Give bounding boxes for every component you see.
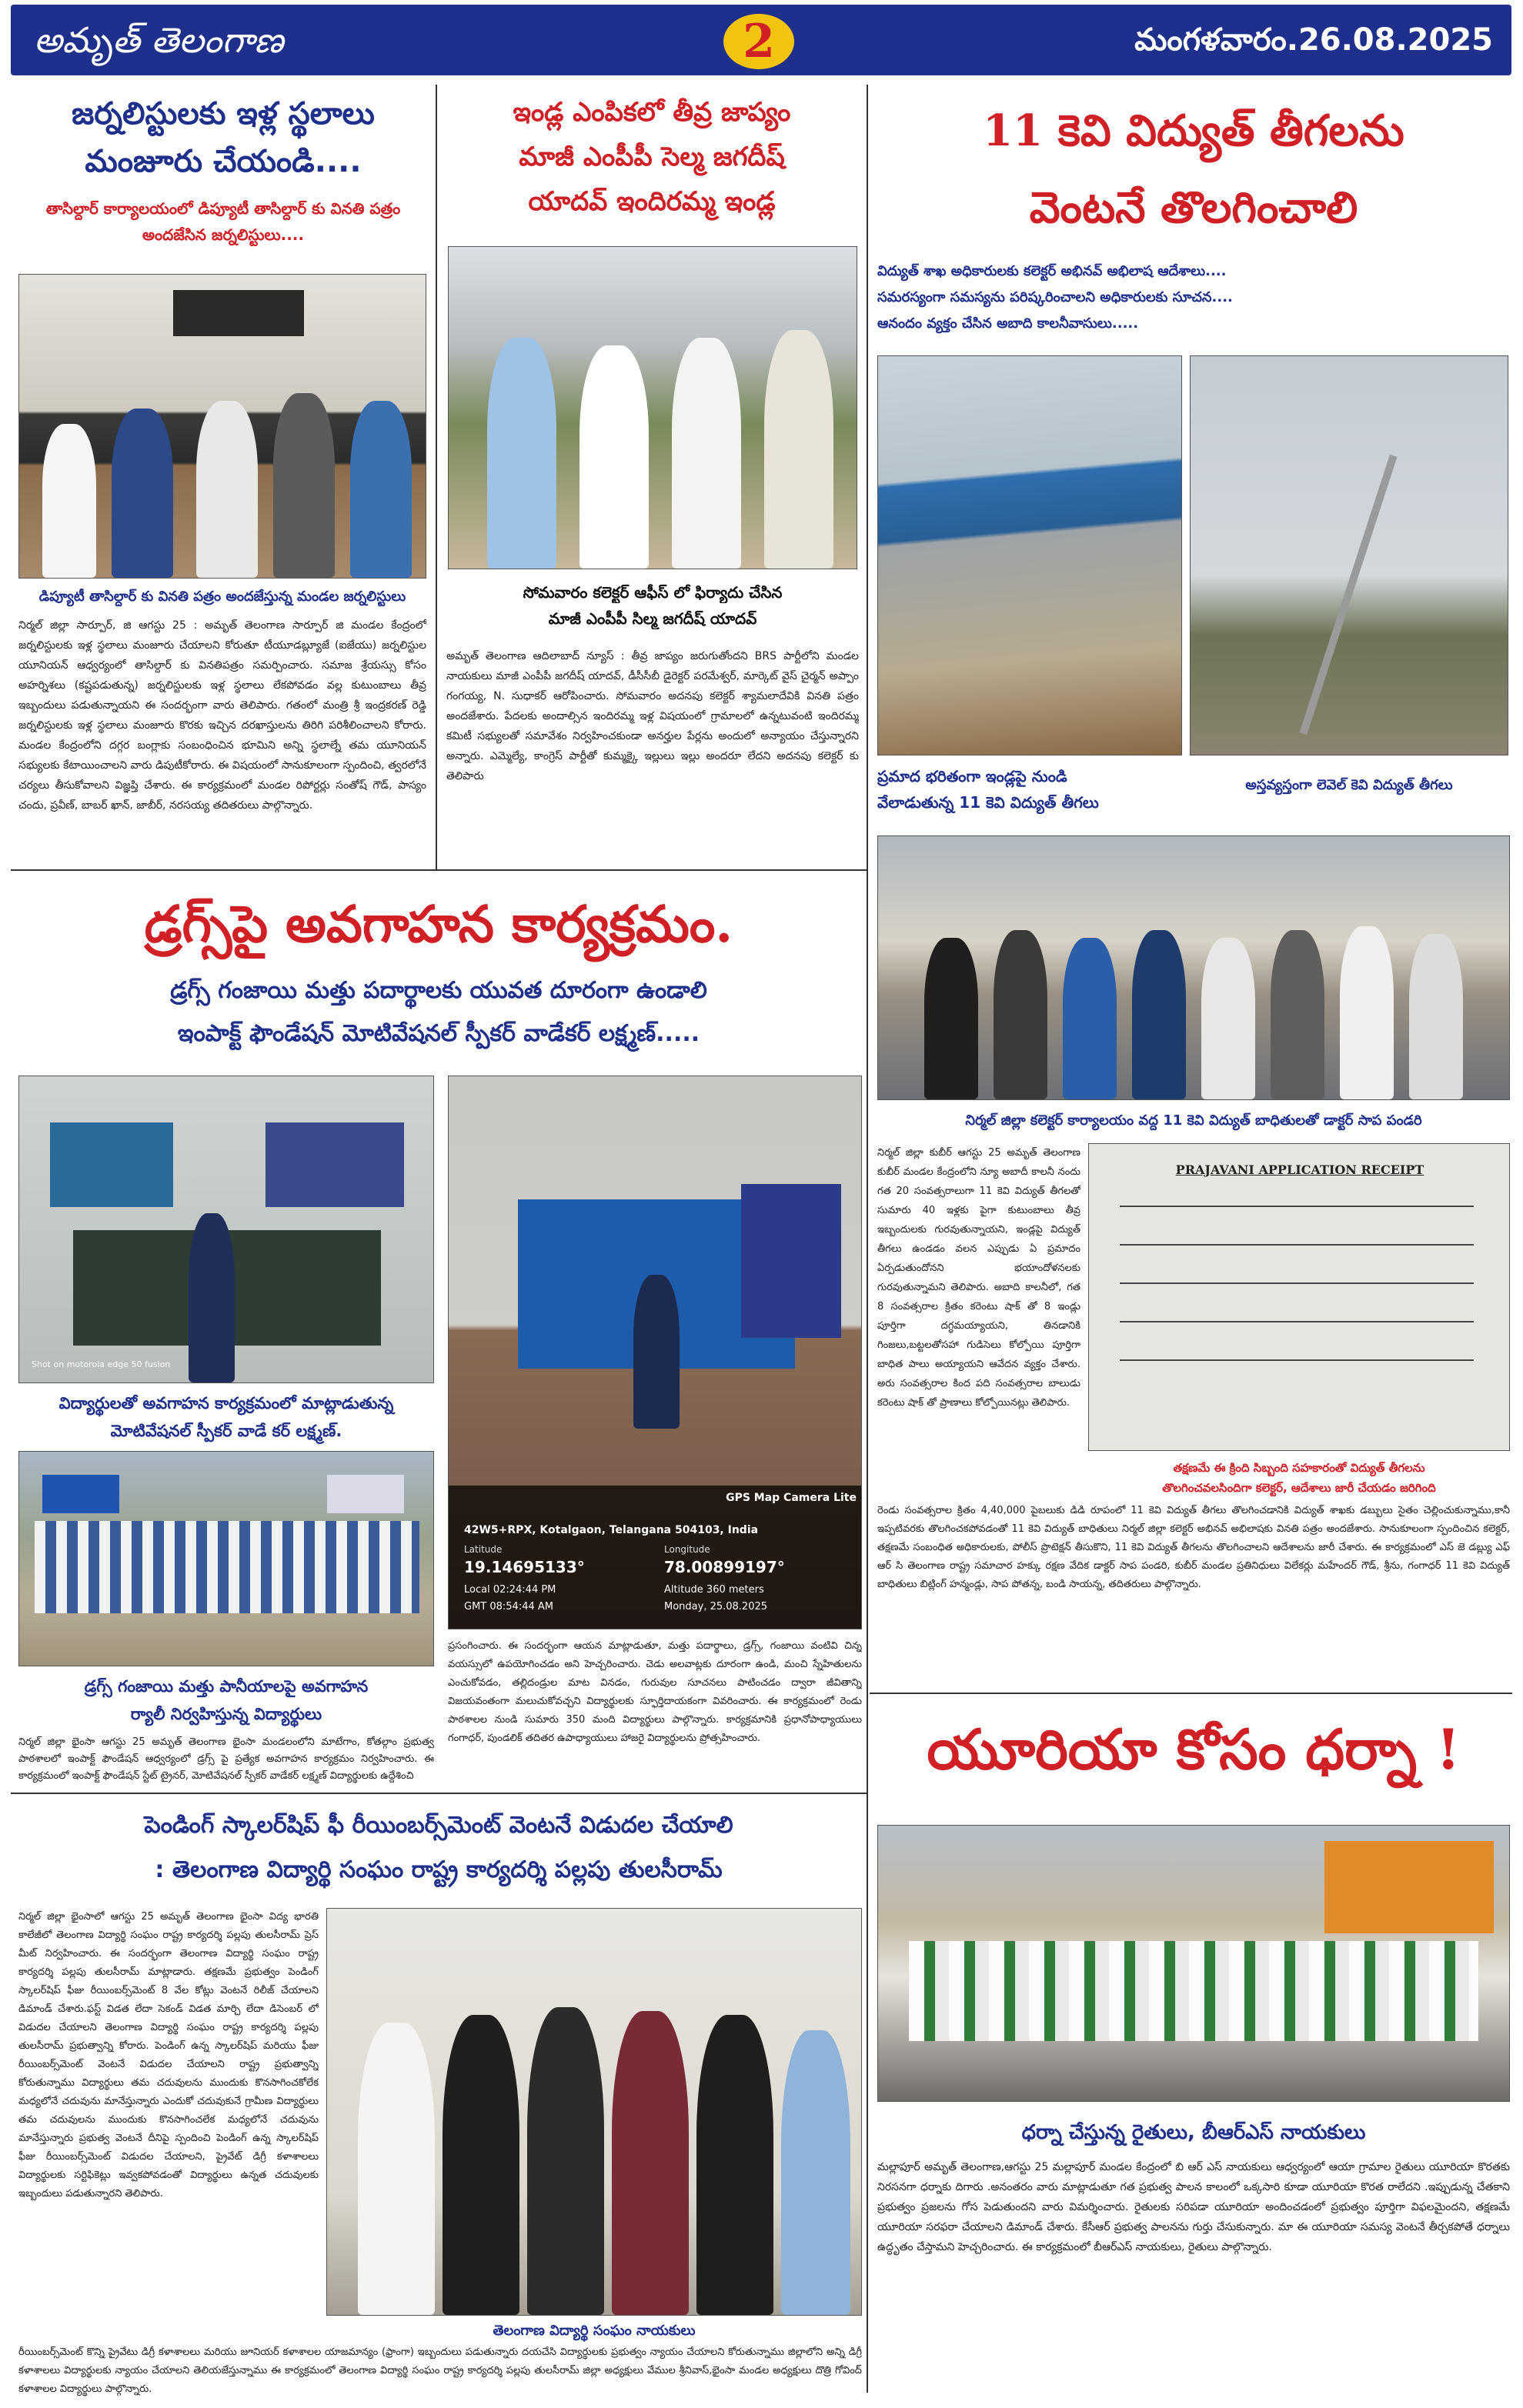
story3-photo1-caption-2: వేలాడుతున్న 11 కెవి విద్యుత్ తీగలు (877, 793, 1099, 812)
story3-photo4-caption-1: తక్షణమే ఈ క్రింది సిబ్బంది సహకారంతో విద్యుత్ తీగలను (1173, 1461, 1425, 1475)
story3-headline-1: 11 కెవి విద్యుత్ తీగలను (983, 105, 1404, 156)
story3-photo4-caption-2: తొలగించవలసిందిగా కలెక్టర్, ఆదేశాలు జారీ చేయడం జరిగింది (1162, 1481, 1436, 1495)
story3-photo-wires-roof (877, 355, 1182, 755)
column-divider-3 (867, 1839, 868, 2393)
story5-photo-dharna (877, 1825, 1510, 2102)
story2-headline-1: ఇండ్ల ఎంపికలో తీవ్ర జాప్యం (513, 97, 791, 128)
gps-local-time: Local 02:24:44 PM (464, 1584, 556, 1596)
gps-latitude: 19.14695133° (464, 1558, 585, 1576)
story4-body-left: నిర్మల్ జిల్లా భైంసా ఆగస్టు 25 అమృత్ తెలంగాణ భైంసా మండలంలోని మాటేగాం, కోతల్గాం ప్రభుత్వ పాఠశాలలో ఇంపాక్ట్ ఫౌండేషన్ ఆధ్వర్యంలో డ్రగ్స్ పై ప్రత్యేక అవగాహన కార్యక్రమం నిర్వహించారు. ఈ కార్యక్రమంలో ఇంపాక్ట్ ఫౌండేషన్ స్టేట్ ట్రైనర్, మోటివేషనల్ స్పీకర్ వాడేకర్ లక్ష్మణ్ విద్యార్థులకు ఉద్దేశించి (18, 1736, 434, 1782)
column-divider-2 (867, 85, 868, 1839)
story5-photo-caption: ధర్నా చేస్తున్న రైతులు, బీఆర్ఎస్ నాయకులు (1021, 2121, 1366, 2144)
story3-photo3-caption: నిర్మల్ జిల్లా కలెక్టర్ కార్యాలయం వద్ద 11 కెవి విద్యుత్ బాధితులతో డాక్టర్ సాప పండరి (965, 1112, 1422, 1129)
story2-photo (448, 246, 857, 569)
story3-photo-pole (1190, 355, 1508, 755)
story4-body-right: ప్రసంగించారు. ఈ సందర్భంగా ఆయన మాట్లాడుతూ, మత్తు పదార్థాలు, డ్రగ్స్, గంజాయి వంటివి చిన్న వయస్సులో ఉపయోగించడం అని హెచ్చరించారు. చెడు అలవాట్లకు దూరంగా ఉండి, మంచి స్నేహితులను ఎంచుకోవడం, తల్లిదండ్రుల మాట వినడం, గురువుల సూచనలు పాటించడం ద్వారా జీవితాన్ని విజయవంతంగా మలుచుకోవచ్చని విద్యార్థులకు స్ఫూర్తిదాయకంగా వివరించారు. ఈ కార్యక్రమంలో రెండు పాఠశాలల నుండి సుమారు 350 మంది విద్యార్థులు పాల్గొన్నారు. కార్యక్రమానికి ప్రధానోపాధ్యాయులు గంగాధర్, పుండలిక్ తదితర ఉపాధ్యాయులు హాజరై విద్యార్థులను ప్రోత్సహించారు. (448, 1640, 862, 1744)
story1-headline-2: మంజూరు చేయండి.... (85, 144, 362, 179)
story2-headline-2: మాజీ ఎంపీపీ సెల్మ జగదీష్ (519, 142, 785, 172)
story1-headline-1: జర్నలిస్టులకు ఇళ్ల స్థలాలు (72, 96, 375, 132)
story4-photo1-caption-2: మోటివేషనల్ స్పీకర్ వాడే కర్ లక్ష్మణ్. (110, 1422, 342, 1440)
story4-photo1-watermark: Shot on motorola edge 50 fusion (32, 1359, 171, 1369)
story4-photo-gps-classroom (448, 1076, 862, 1629)
story3-headline-2: వెంటనే తొలగించాలి (1029, 182, 1358, 233)
story5-body: మల్లాపూర్ అమృత్ తెలంగాణ,ఆగస్టు 25 మల్లాపూర్ మండల కేంద్రంలో బి ఆర్ ఎస్ నాయకులు ఆధ్వర్యంలో ఆయా గ్రామాల రైతులు యూరియా కొరతకు నిరసనగా ధర్నాకు దిగారు .అనంతరం వారు మాట్లాడుతూ గత ప్రభుత్వ పాలన కాలంలో ఒక్కసారి కూడా యూరియా కొరత రాలేదని .ఇప్పుడున్న చేతకాని ప్రభుత్వం ప్రజలను గోస పెడుతుందని వారు విమర్శించారు. రైతులకు సరిపడా యూరియా అందించడంలో ప్రభుత్వం పూర్తిగా విఫలమైందని, తక్షణమే యూరియా సరఫరా చేయాలని డిమాండ్ చేశారు. కేసీఆర్ ప్రభుత్వ పాలనను గుర్తు చేసుకున్నారు. మా ఈ యూరియా సమస్య వెంటనే తీర్చకపోతే ధర్నాలు ఉద్ధృతం చేస్తామని హెచ్చరించారు. ఈ కార్యక్రమంలో బీఆర్ఎస్ నాయకులు, రైతులు పాల్గొన్నారు. (877, 2161, 1510, 2253)
story4-photo-rally (18, 1451, 434, 1666)
gps-latitude-label: Latitude (464, 1544, 503, 1555)
story3-photo1-caption-1: ప్రమాద భరితంగా ఇండ్లపై నుండి (877, 767, 1067, 785)
receipt-title: PRAJAVANI APPLICATION RECEIPT (1175, 1162, 1424, 1177)
gps-location: 42W5+RPX, Kotalgaon, Telangana 504103, India (464, 1524, 759, 1536)
section-divider-2 (11, 1793, 867, 1794)
gps-longitude: 78.00899197° (664, 1558, 785, 1576)
story3-photo2-caption: అస్తవ్యస్తంగా లెవెల్ కెవి విద్యుత్ తీగలు (1245, 777, 1453, 793)
section-divider-1 (11, 869, 867, 871)
column-divider-1 (436, 85, 437, 869)
story1-photo (18, 274, 426, 579)
story5-headline: యూరియా కోసం ధర్నా ! (927, 1716, 1461, 1782)
story3-photo-collector-office (877, 835, 1510, 1100)
story3-subhead-2: సమరస్యంగా సమస్యను పరిష్కరించాలని అధికారులకు సూచన.... (877, 289, 1233, 305)
story2-photo-caption-1: సోమవారం కలెక్టర్ ఆఫీస్ లో ఫిర్యాదు చేసిన (523, 583, 783, 602)
story6-photo-students (326, 1908, 862, 2316)
section-divider-3 (870, 1693, 1512, 1694)
story3-subhead-1: విద్యుత్ శాఖ అధికారులకు కలెక్టర్ అభినవ్ అభిలాష ఆదేశాలు.... (877, 263, 1227, 279)
story6-headline-1: పెండింగ్ స్కాలర్‌షిప్ ఫీ రీయింబర్స్‌మెంట్ వెంటనే విడుదల చేయాలి (144, 1812, 733, 1839)
story4-subhead-2: ఇంపాక్ట్ ఫౌండేషన్ మోటివేషనల్ స్పీకర్ వాడేకర్ లక్ష్మణ్..... (177, 1020, 700, 1047)
story2-headline-3: యాదవ్ ఇందిరమ్మ ఇండ్ల (528, 186, 776, 217)
gps-date: Monday, 25.08.2025 (664, 1601, 768, 1613)
page-number: 2 (743, 15, 775, 68)
story6-body-bottom: రీయింబర్స్‌మెంట్ కొన్ని ప్రైవేటు డిగ్రీ కళాశాలలు మరియు జూనియర్ కళాశాలల యాజమాన్యం (ఫ్రాంగా) ఇబ్బందులు పడుతున్నారు దయచేసి విద్యార్థులకు ప్రభుత్వం న్యాయం చేయాలని కోరుతున్నాము జిల్లాలోని అన్ని డిగ్రీ కళాశాలలు విద్యార్థులకు న్యాయం చేయాలని తెలియజేస్తున్నాము ఈ కార్యక్రమంలో తెలంగాణ విద్యార్థి సంఘం రాష్ట్ర కార్యదర్శి పల్లపు తులసీరామ్ జిల్లా అధ్యక్షులు వేముల శ్రీనివాస్,భైంసా మండల అధ్యక్షులు దొత్రి గోవింద్ కళాశాలల విద్యార్థులు పాల్గొన్నారు. (18, 2346, 862, 2395)
story4-subhead-1: డ్రగ్స్ గంజాయి మత్తు పదార్థాలకు యువత దూరంగా ఉండాలి (170, 977, 707, 1004)
story6-body-left: నిర్మల్ జిల్లా భైంసాలో ఆగస్టు 25 అమృత్ తెలంగాణ భైంసా విద్య భారతి కాలేజీలో తెలంగాణ విద్యార్థి సంఘం రాష్ట్ర కార్యదర్శి పల్లపు తులసీరామ్ ప్రెస్ మీట్ నిర్వహించారు. ఈ సందర్భంగా తెలంగాణ విద్యార్థి సంఘం రాష్ట్ర కార్యదర్శి పల్లపు తులసీరామ్ మాట్లాడారు. తక్షణమే ప్రభుత్వం పెండింగ్ స్కాలర్‌షిప్ ఫీజు రీయింబర్స్‌మెంట్ 8 వేల కోట్లు వెంటనే రిలీజ్ చేయాలని డిమాండ్ చేశారు.ఫస్ట్ విడత లేదా సెకండ్ విడత మార్చి లేదా డిసెంబర్ లో విడుదల చేయాలని తెలంగాణ విద్యార్థి సంఘం రాష్ట్ర కార్యదర్శి పల్లపు తులసీరామ్ ప్రభుత్వాన్ని కోరారు. పెండింగ్ ఉన్న స్కాలర్‌షిప్ మరియు ఫీజు రీయింబర్స్‌మెంట్ వెంటనే విడుదల చేయాలని రాష్ట్ర ప్రభుత్వాన్ని కోరుతున్నాము విద్యార్థులు తమ చదువులను ముందుకు కొనసాగించకోలేక మధ్యలోనే చదువును మానేస్తున్నారు ఎందుకో చదువుకునే గ్రామీణ విద్యార్థులు తమ చదువులను ముందుకు కొనసాగించలేక మధ్యలోనే చదువును మానేస్తున్నారు ప్రభుత్వ వెంటనే దీనిపై స్పందించి పెండింగ్ ఉన్న స్కాలర్‌షిప్ ఫీజు రీయింబర్స్‌మెంట్ విడుదల చేయాలని, ప్రైవేట్ డిగ్రీ కళాశాలలు విద్యార్థులకు సర్టిఫికెట్లు ఇవ్వకపోవడంతో విద్యార్థులు ఉన్నత చదువులకు ఇబ్బందులు పడుతున్నారని తెలిపారు. (18, 1911, 319, 2200)
story3-subhead-3: ఆనందం వ్యక్తం చేసిన అబాది కాలనీవాసులు..... (877, 315, 1139, 332)
story4-photo1-caption-1: విద్యార్థులతో అవగాహన కార్యక్రమంలో మాట్లాడుతున్న (58, 1394, 394, 1412)
story1-photo-caption: డిప్యూటీ తాసిల్దార్ కు వినతి పత్రం అందజేస్తున్న మండల జర్నలిస్టులు (38, 589, 406, 605)
story4-photo-classroom-speaker (18, 1076, 434, 1383)
story3-body-bottom: రెండు సంవత్సరాల క్రితం 4,40,000 పైబలుకు డిడి రూపంలో 11 కెవి విద్యుత్ తీగలు తొలగించడానికి విద్యుత్ శాఖకు డబ్బులు సైతం చెల్లించుకున్నాము,కానీ ఇప్పటివరకు తొలగించకపోవడంతో 11 కెవి విద్యుత్ బాధితులు నిర్మల్ జిల్లా కలెక్టర్ అభినవ్ అభిలాషకు వినతి పత్రం అందజేశారు. సానుకూలంగా స్పందించిన కలెక్టర్, తక్షణమే సంబంధిత అధికారులకు, పోలీస్ ప్రొటెక్షన్ తీసుకొని, 11 కెవి విద్యుత్ తీగలను తొలగించాలని ఆదేశాలను జారీ చేశారు. ఈ కార్యక్రమంలో ఎస్ జె డబ్ల్యు ఎఫ్ ఆర్ సి తెలంగాణ రాష్ట్ర సమాచార హక్కు రక్షణ వేదిక డాక్టర్ సాప పండరి, కుబీర్ మండల ప్రతినిధులు విలేకర్లు మహేందర్ గౌడ్, శ్రీను, గంగాధర్ 11 కెవి విద్యుత్ బాధితులు బిట్లింగ్ హన్మండ్లు, సాప పోతన్న, బండి సాయన్న, తదితరులు పాల్గొన్నారు. (877, 1505, 1510, 1590)
masthead-title: అమృత్ తెలంగాణ (34, 19, 284, 61)
story4-photo2-caption-1: డ్రగ్స్ గంజాయి మత్తు పానీయాలపై అవగాహన (84, 1677, 369, 1696)
story1-subhead: తాసిల్దార్ కార్యాలయంలో డిప్యూటీ తాసిల్దార్ కు వినతి పత్రం అందజేసిన జర్నలిస్టులు.... (45, 199, 401, 244)
gps-brand: GPS Map Camera Lite (726, 1492, 857, 1504)
story3-receipt-photo (1088, 1143, 1510, 1451)
gps-gmt-time: GMT 08:54:44 AM (464, 1601, 553, 1613)
gps-altitude: Altitude 360 meters (664, 1584, 764, 1596)
masthead-date: మంగళవారం.26.08.2025 (1134, 22, 1493, 58)
story1-body: నిర్మల్ జిల్లా సార్పూర్, జి ఆగస్టు 25 : అమృత్ తెలంగాణ సార్పూర్ జి మండల కేంద్రంలో జర్నలిస్టులకు ఇళ్ల స్థలాలు మంజూరు చేయాలని కోరుతూ టీయూడబ్ల్యూజే (ఐజేయు) జర్నలిస్టుల యూనియన్ ఆధ్వర్యంలో తాసిల్దార్ కు వినతిపత్రం సమర్పించారు. సమాజ శ్రేయస్సు కోసం అహర్నిశలు (కష్టపడుతున్న) జర్నలిస్టులకు ఇళ్ల స్థలాలు లేకపోవడం వల్ల కుటుంబాలు తీవ్ర ఇబ్బందులు పడుతున్నాయని ఈ సందర్భంగా వారు తెలిపారు. గతంలో మంత్రి శ్రీ ఇంద్రకరణ్ రెడ్డి జర్నలిస్టులకు ఇళ్ల స్థలాలు మంజూరు కొరకు ఇచ్చిన దరఖాస్తులను తిరిగి పరిశీలించాలని కోరారు. మండల కేంద్రంలోని దగ్గర బంగ్లాకు సంబంధించిన భూమిని అన్ని స్థలాల్నే తమ యూనియన్ సభ్యులకు కేటాయించాలని వారు డిపుటీకోరారు. ఈ విషయంలో సానుకూలంగా స్పందించి, త్వరలోనే చర్యలు తీసుకోవాలని విజ్ఞప్తి చేశారు. ఈ కార్యక్రమంలో మండల రిపోర్టర్లు సంతోష్ గౌడ్, పాస్యం చందు, ప్రవీణ్, బాబర్ ఖాన్, జాబీర్, నరసయ్య తదితరులు పాల్గొన్నారు. (18, 619, 426, 812)
story4-photo2-caption-2: ర్యాలీ నిర్వహిస్తున్న విద్యార్థులు (130, 1705, 322, 1723)
story4-headline: డ్రగ్స్‌పై అవగాహన కార్యక్రమం. (144, 894, 733, 954)
story3-body-left: నిర్మల్ జిల్లా కుబీర్ ఆగస్టు 25 అమృత్ తెలంగాణ కుబీర్ మండల కేంద్రంలోని న్యూ అబాదీ కాలనీ నందు గత 20 సంవత్సరాలుగా 11 కెవి విద్యుత్ తీగలతో సుమారు 40 ఇళ్లకు పైగా కుటుంబాలు తీవ్ర ఇబ్బందులకు గురవుతున్నాయని, ఇండ్లపై విద్యుత్ తీగలు ఉండడం వలన ఎప్పుడు ఏ ప్రమాదం ఏర్పడుతుందోనని భయాందోళనలకు గురవుతున్నామని తెలిపారు. అబాది కాలనీలో, గత 8 సంవత్సరాల క్రితం కరెంటు షాక్ తో 8 ఇండ్లు పూర్తిగా దగ్ధమయ్యాయని, తినడానికి గింజలు,బట్టలతోసహా గుడిసెలు కోల్పోయి పూర్తిగా బాధిత పాలు అయ్యాయని ఆవేదన వ్యక్తం చేశారు. అరు సంవత్సరాల కింద పది సంవత్సరాల బాలుడు కరెంటు షాక్ తో ప్రాణాలు కోల్పోయినట్లు తెలిపారు. (877, 1147, 1080, 1409)
gps-longitude-label: Longitude (664, 1544, 710, 1555)
story6-headline-2: : తెలంగాణ విద్యార్థి సంఘం రాష్ట్ర కార్యదర్శి పల్లపు తులసీరామ్ (155, 1856, 723, 1883)
story2-body: అమృత్ తెలంగాణ ఆదిలాబాద్ న్యూస్ : తీవ్ర జాప్యం జరుగుతోందని BRS పార్టీలోని మండల నాయకులు మాజీ ఎంపీపీ జగదీష్ యాదవ్, డీసీసీబీ డైరెక్టర్ పరమేశ్వర్, మార్కెట్ వైస్ చైర్మన్ అప్పాం గంగయ్య, N. సుధాకర్ ఆరోపించారు. సోమవారం అదనపు కలెక్టర్ శ్యామలాదేవికి వినతి పత్రం అందజేశారు. పేదలకు అందాల్సిన ఇందిరమ్మ ఇళ్ల విషయంలో గ్రామాలలో ఉన్నటువంటి ఇందిరమ్మ కమిటీ సభ్యులతో సమావేశం నిర్వహించకుండా అనర్హుల పేర్లను అందులో అన్యాయం చేస్తున్నారని అన్నారు. ఎమ్మెల్యే, కాంగ్రెస్ పార్టీతో కుమ్మక్కై ఇల్లులు ఇల్లు అందరూ లేదని అదనపు కలెక్టర్ కు తెలిపారు (446, 650, 859, 782)
story6-photo-caption: తెలంగాణ విద్యార్థి సంఘం నాయకులు (493, 2323, 696, 2339)
story2-photo-caption-2: మాజీ ఎంపీపీ సిల్మ జగదీష్ యాదవ్ (548, 609, 757, 628)
